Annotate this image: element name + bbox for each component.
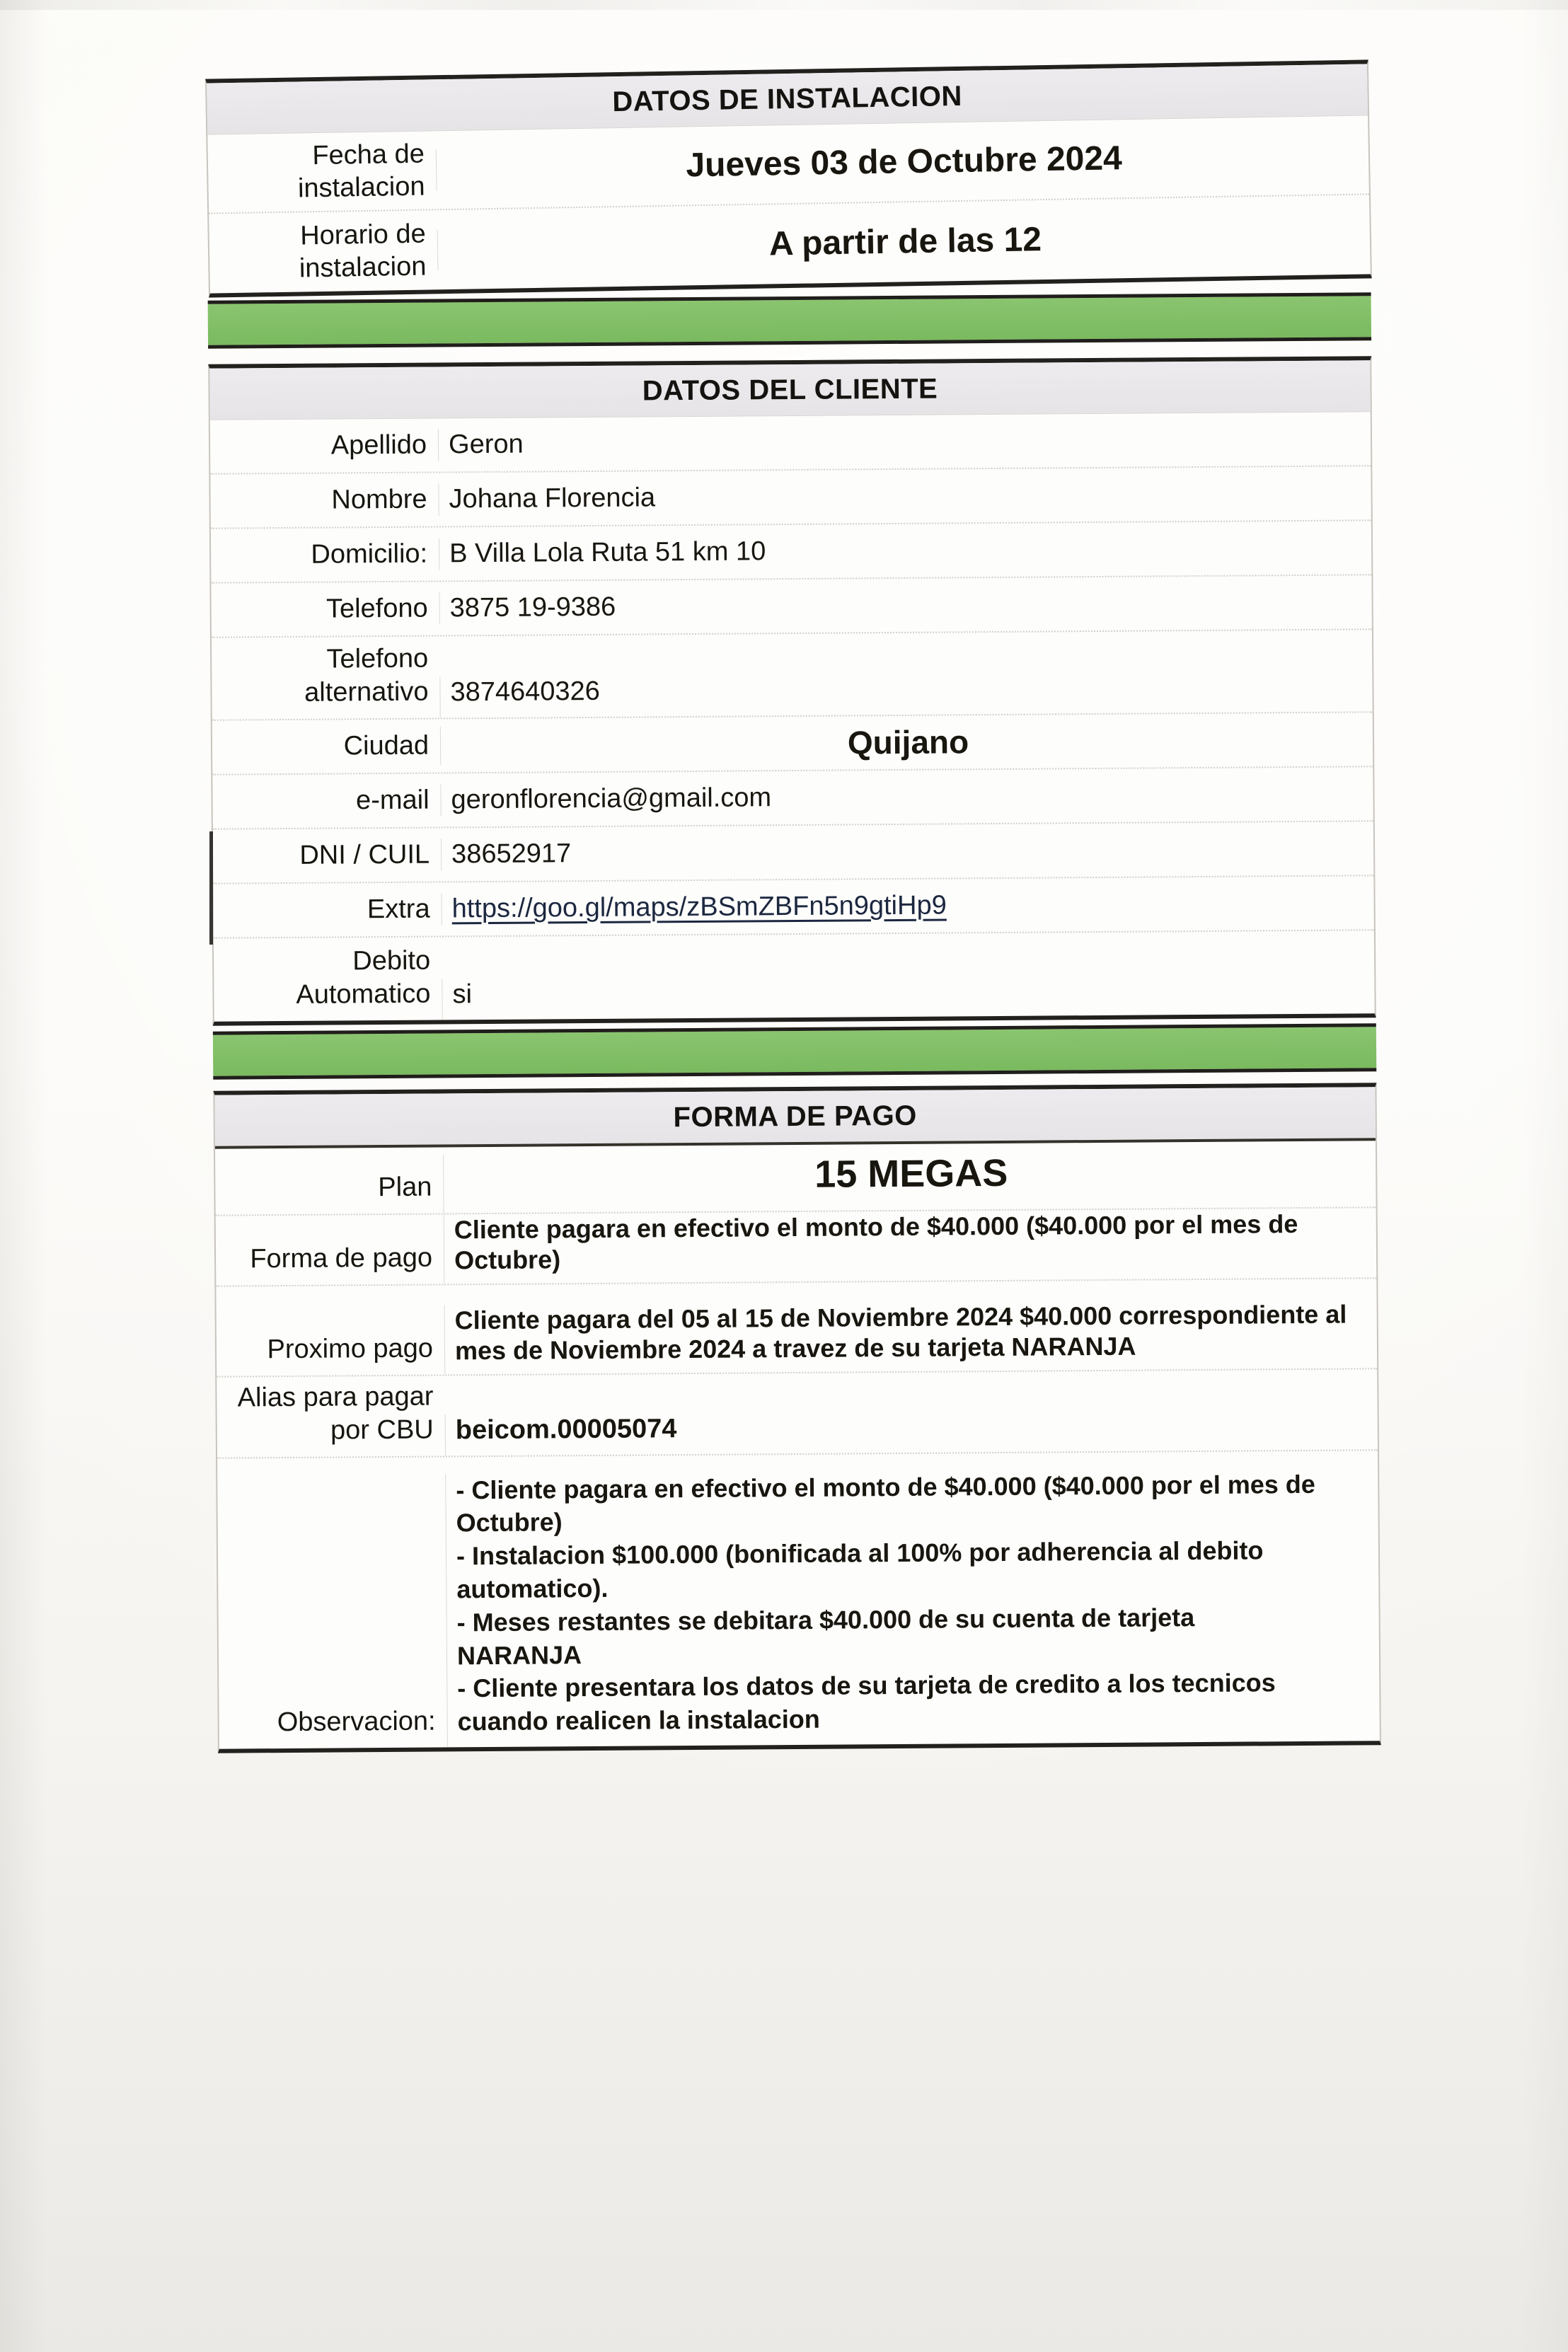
field-label: Nombre [331,484,427,515]
field-label: Observacion: [277,1706,436,1737]
value-email: geronflorencia@gmail.com [440,778,1373,817]
installation-order-form [206,65,1381,1753]
section-title: FORMA DE PAGO [673,1100,917,1133]
value-forma-de-pago: Cliente pagara en efectivo el monto de $40.000 ($40.000 por el mes de Octubre) [444,1208,1377,1284]
field-label: Alias para pagar por CBU [237,1381,434,1446]
row-forma-de-pago [216,1208,1377,1286]
field-label: e-mail [355,785,430,816]
field-label: Fecha de instalacion [297,139,425,204]
row-plan [215,1141,1376,1216]
section-datos-cliente [208,356,1376,1025]
value-telefono: 3875 19-9386 [439,586,1372,625]
field-label: Apellido [330,430,427,461]
row-nombre [210,466,1371,529]
row-apellido [210,412,1371,474]
scan-artifact-top-edge [0,0,1568,10]
field-label: Ciudad [343,730,430,761]
row-extra [213,876,1373,938]
value-telefono-alternativo: 3874640326 [439,671,1372,718]
row-email [212,767,1373,829]
field-label: Proximo pago [267,1333,434,1364]
row-debito-automatico [214,930,1375,1021]
field-label: Telefono [325,593,428,624]
value-horario-instalacion: A partir de las 12 [437,214,1371,270]
value-alias-cbu: beicom.00005074 [445,1409,1378,1456]
field-label: Forma de pago [250,1243,433,1274]
row-alias-cbu [217,1369,1378,1458]
section-datos-instalacion [205,59,1372,297]
field-label: Extra [367,894,430,925]
value-ciudad: Quijano [440,720,1373,765]
row-telefono-alternativo [212,630,1373,720]
field-label: Telefono alternativo [304,643,429,708]
row-domicilio [211,521,1371,583]
row-telefono [211,575,1371,638]
scan-artifact-left-border [209,831,213,945]
maps-link[interactable]: https://goo.gl/maps/zBSmZBFn5n9gtiHp9 [451,890,947,924]
value-apellido: Geron [438,422,1371,461]
value-debito-automatico: si [442,973,1374,1020]
field-label: Plan [378,1172,432,1202]
field-label: DNI / CUIL [299,839,430,871]
row-dni-cuil [213,822,1373,884]
field-label: Domicilio: [311,538,428,570]
green-divider-band [208,292,1371,348]
field-label: Debito Automatico [296,945,431,1010]
row-ciudad [212,713,1373,775]
section-title: DATOS DEL CLIENTE [642,373,938,406]
green-divider-band [213,1023,1376,1079]
value-observacion: - Cliente pagara en efectivo el monto de $40.000 ($40.000 por el mes de Octubre) - Instalacion $100.000 (bonificada al 100% por adherencia al debito automatico). - Meses restantes se debitara $40.000 de su cuenta de tarjeta NARANJA - Cliente presentara los datos de su tarjeta de credito a los tecnicos cuando realicen la instalacion [445,1468,1380,1748]
value-dni-cuil: 38652917 [441,832,1373,871]
row-proximo-pago [216,1279,1377,1377]
section-title: DATOS DE INSTALACION [612,80,963,117]
section-forma-de-pago [213,1083,1380,1753]
value-fecha-instalacion: Jueves 03 de Octubre 2024 [436,134,1369,190]
value-plan: 15 MEGAS [443,1148,1376,1213]
value-domicilio: B Villa Lola Ruta 51 km 10 [439,531,1371,570]
field-label: Horario de instalacion [299,219,427,284]
section-header-cliente [209,360,1370,420]
section-header-pago [214,1087,1375,1148]
row-observacion [217,1451,1380,1748]
value-proximo-pago: Cliente pagara del 05 al 15 de Noviembre 2024 $40.000 correspondiente al mes de Noviembre 2024 a travez de su tarjeta NARANJA [444,1298,1378,1375]
value-nombre: Johana Florencia [438,477,1371,516]
